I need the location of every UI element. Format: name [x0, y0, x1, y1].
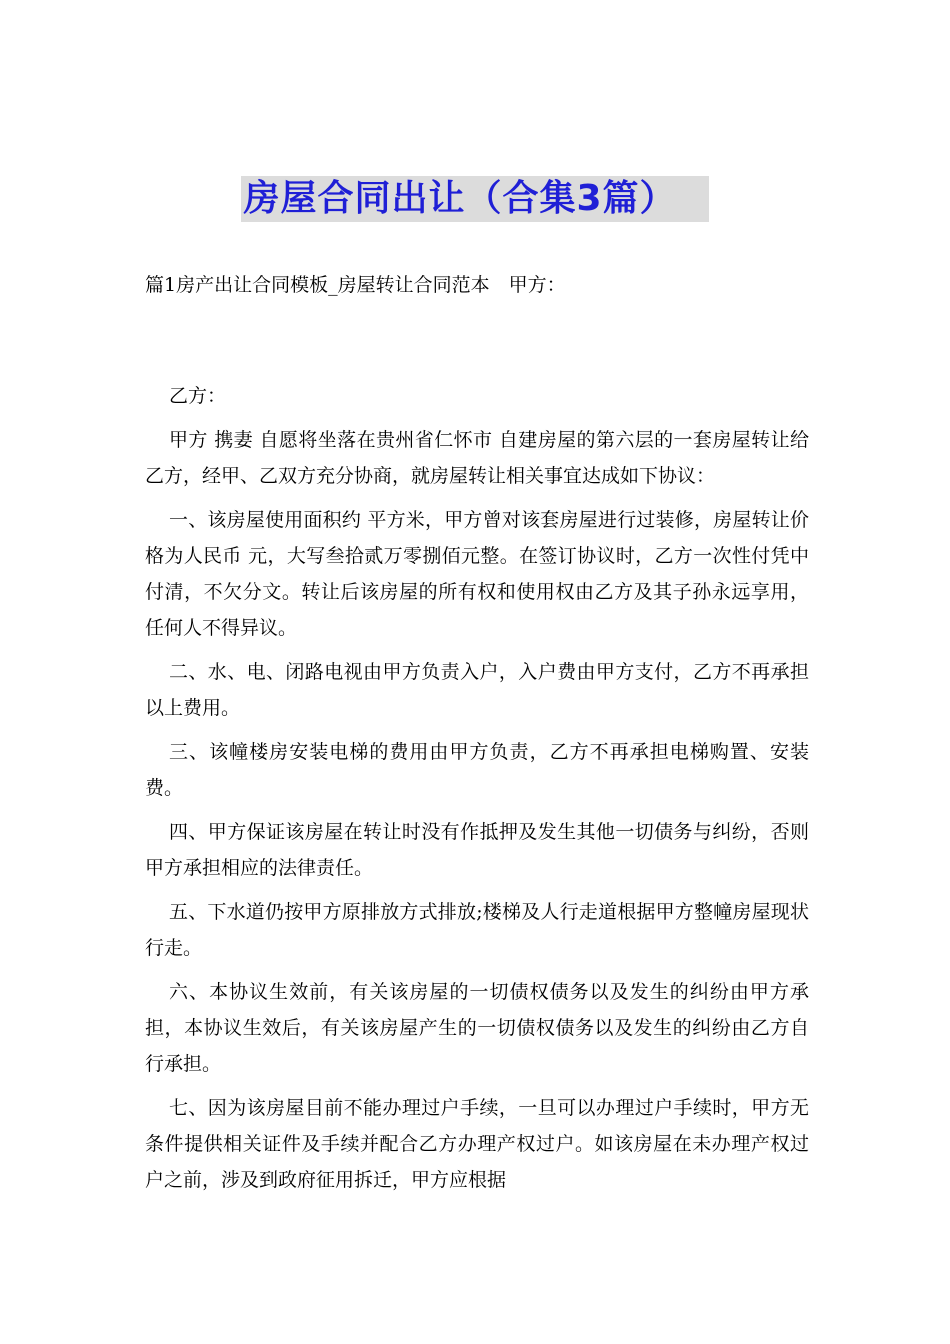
paragraph-clause-5: 五、下水道仍按甲方原排放方式排放;楼梯及人行走道根据甲方整幢房屋现状行走。 [145, 901, 809, 959]
paragraph-intro: 甲方 携妻 自愿将坐落在贵州省仁怀市 自建房屋的第六层的一套房屋转让给乙方，经甲、乙双方充分协商，就房屋转让相关事宜达成如下协议： [145, 429, 809, 487]
document-title: 房屋合同出让（合集3篇） [241, 176, 708, 222]
paragraph-clause-3: 三、该幢楼房安装电梯的费用由甲方负责，乙方不再承担电梯购置、安装费。 [145, 741, 809, 799]
paragraph-clause-4: 四、甲方保证该房屋在转让时没有作抵押及发生其他一切债务与纠纷，否则甲方承担相应的法律责任。 [145, 821, 809, 879]
title-container [0, 176, 950, 222]
paragraph-clause-2: 二、水、电、闭路电视由甲方负责入户，入户费由甲方支付，乙方不再承担以上费用。 [145, 661, 809, 719]
section-heading: 篇1房产出让合同模板_房屋转让合同范本 甲方： [145, 274, 566, 296]
paragraph-clause-7: 七、因为该房屋目前不能办理过户手续，一旦可以办理过户手续时，甲方无条件提供相关证件及手续并配合乙方办理产权过户。如该房屋在未办理产权过户之前，涉及到政府征用拆迁，甲方应根据 [145, 1097, 809, 1191]
document-body [145, 378, 809, 1206]
paragraph-clause-6: 六、本协议生效前，有关该房屋的一切债权债务以及发生的纠纷由甲方承担，本协议生效后，有关该房屋产生的一切债权债务以及发生的纠纷由乙方自行承担。 [145, 981, 809, 1075]
paragraph-clause-1: 一、该房屋使用面积约 平方米，甲方曾对该套房屋进行过装修，房屋转让价格为人民币 元，大写叁拾贰万零捌佰元整。在签订协议时，乙方一次性付凭中付清，不欠分文。转让后该房屋的所有权和使用权由乙方及其子孙永远享用，任何人不得异议。 [145, 509, 809, 639]
paragraph-party-b: 乙方： [169, 385, 227, 407]
